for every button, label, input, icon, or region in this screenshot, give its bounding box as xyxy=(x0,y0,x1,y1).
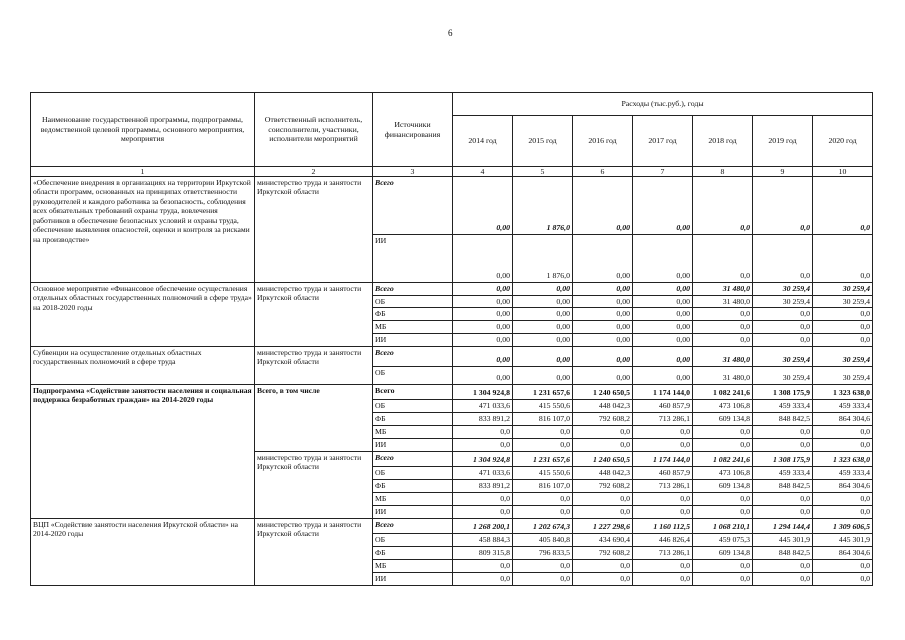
value-cell: 0,00 xyxy=(573,295,633,308)
value-cell: 792 608,2 xyxy=(573,412,633,425)
value-cell: 458 884,3 xyxy=(453,533,513,546)
value-cell: 0,0 xyxy=(813,438,873,451)
value-cell: 0,0 xyxy=(813,505,873,518)
value-cell: 473 106,8 xyxy=(693,399,753,412)
value-cell: 848 842,5 xyxy=(753,479,813,492)
source-cell: ИИ xyxy=(373,572,453,585)
column-number: 10 xyxy=(813,167,873,177)
value-cell: 864 304,6 xyxy=(813,546,873,559)
source-cell: ФБ xyxy=(373,308,453,321)
responsible-cell: Всего, в том числе xyxy=(255,384,373,451)
table-row xyxy=(31,283,873,296)
value-cell: 0,0 xyxy=(693,308,753,321)
value-cell: 0,00 xyxy=(573,366,633,384)
source-cell: ИИ xyxy=(373,505,453,518)
value-cell: 0,0 xyxy=(753,425,813,438)
value-cell: 0,0 xyxy=(633,438,693,451)
column-number: 2 xyxy=(255,167,373,177)
value-cell: 809 315,8 xyxy=(453,546,513,559)
value-cell: 30 259,4 xyxy=(813,283,873,296)
value-cell: 0,0 xyxy=(453,559,513,572)
value-cell: 0,0 xyxy=(813,321,873,334)
table-header xyxy=(31,93,873,177)
value-cell: 0,0 xyxy=(753,308,813,321)
value-cell: 0,0 xyxy=(693,177,753,235)
value-cell: 0,00 xyxy=(453,366,513,384)
value-cell: 1 082 241,6 xyxy=(693,451,753,466)
value-cell: 0,0 xyxy=(813,425,873,438)
value-cell: 415 550,6 xyxy=(513,399,573,412)
responsible-cell: министерство труда и занятости Иркутской области xyxy=(255,451,373,518)
value-cell: 0,00 xyxy=(453,346,513,366)
value-cell: 0,0 xyxy=(573,505,633,518)
value-cell: 833 891,2 xyxy=(453,479,513,492)
source-cell: МБ xyxy=(373,559,453,572)
value-cell: 0,00 xyxy=(633,308,693,321)
value-cell: 0,0 xyxy=(753,492,813,505)
value-cell: 0,0 xyxy=(573,492,633,505)
value-cell: 0,00 xyxy=(513,333,573,346)
value-cell: 473 106,8 xyxy=(693,466,753,479)
value-cell: 0,0 xyxy=(753,177,813,235)
value-cell: 0,0 xyxy=(753,438,813,451)
value-cell: 31 480,0 xyxy=(693,295,753,308)
source-cell: ИИ xyxy=(373,333,453,346)
value-cell: 0,0 xyxy=(453,425,513,438)
table-row xyxy=(31,518,873,533)
value-cell: 1 323 638,0 xyxy=(813,384,873,399)
value-cell: 0,00 xyxy=(453,235,513,283)
value-cell: 0,0 xyxy=(633,572,693,585)
value-cell: 0,00 xyxy=(453,321,513,334)
program-name-cell: Субвенции на осуществление отдельных областных государственных полномочий в сфере труда xyxy=(31,346,255,384)
value-cell: 0,00 xyxy=(633,321,693,334)
column-number: 8 xyxy=(693,167,753,177)
value-cell: 0,00 xyxy=(453,333,513,346)
value-cell: 471 033,6 xyxy=(453,466,513,479)
value-cell: 0,0 xyxy=(753,235,813,283)
value-cell: 0,0 xyxy=(753,559,813,572)
header-year: 2014 год xyxy=(453,116,513,167)
column-number: 3 xyxy=(373,167,453,177)
value-cell: 0,0 xyxy=(753,505,813,518)
value-cell: 0,0 xyxy=(513,572,573,585)
value-cell: 459 333,4 xyxy=(753,399,813,412)
program-name-cell: ВЦП «Содействие занятости населения Иркутской области» на 2014-2020 годы xyxy=(31,518,255,585)
value-cell: 1 160 112,5 xyxy=(633,518,693,533)
value-cell: 0,0 xyxy=(813,492,873,505)
value-cell: 0,0 xyxy=(633,425,693,438)
value-cell: 1 231 657,6 xyxy=(513,451,573,466)
value-cell: 0,0 xyxy=(753,333,813,346)
value-cell: 816 107,0 xyxy=(513,412,573,425)
value-cell: 459 333,4 xyxy=(753,466,813,479)
source-cell: ОБ xyxy=(373,295,453,308)
value-cell: 1 308 175,9 xyxy=(753,384,813,399)
table-row xyxy=(31,177,873,235)
program-name-cell: Основное мероприятие «Финансовое обеспечение осуществления отдельных областных государственных полномочий в сфере труда» на 2018-2020 годы xyxy=(31,283,255,347)
header-responsible: Ответственный исполнитель, соисполнители, участники, исполнители мероприятий xyxy=(255,93,373,167)
value-cell: 30 259,4 xyxy=(813,295,873,308)
value-cell: 713 286,1 xyxy=(633,412,693,425)
value-cell: 1 174 144,0 xyxy=(633,384,693,399)
value-cell: 415 550,6 xyxy=(513,466,573,479)
value-cell: 1 082 241,6 xyxy=(693,384,753,399)
value-cell: 0,0 xyxy=(693,235,753,283)
value-cell: 1 323 638,0 xyxy=(813,451,873,466)
value-cell: 833 891,2 xyxy=(453,412,513,425)
value-cell: 0,00 xyxy=(513,295,573,308)
header-year: 2015 год xyxy=(513,116,573,167)
source-cell: Всего xyxy=(373,451,453,466)
source-cell: ОБ xyxy=(373,466,453,479)
header-year: 2020 год xyxy=(813,116,873,167)
value-cell: 609 134,8 xyxy=(693,479,753,492)
value-cell: 0,0 xyxy=(813,308,873,321)
value-cell: 0,0 xyxy=(693,321,753,334)
value-cell: 0,0 xyxy=(693,425,753,438)
value-cell: 0,00 xyxy=(573,235,633,283)
value-cell: 0,00 xyxy=(573,333,633,346)
value-cell: 460 857,9 xyxy=(633,399,693,412)
responsible-cell: министерство труда и занятости Иркутской области xyxy=(255,346,373,384)
value-cell: 848 842,5 xyxy=(753,546,813,559)
value-cell: 446 826,4 xyxy=(633,533,693,546)
value-cell: 0,0 xyxy=(453,492,513,505)
value-cell: 0,0 xyxy=(693,559,753,572)
source-cell: МБ xyxy=(373,492,453,505)
value-cell: 1 304 924,8 xyxy=(453,384,513,399)
column-number: 6 xyxy=(573,167,633,177)
value-cell: 0,0 xyxy=(813,572,873,585)
value-cell: 0,00 xyxy=(573,346,633,366)
column-number: 1 xyxy=(31,167,255,177)
value-cell: 1 268 200,1 xyxy=(453,518,513,533)
value-cell: 0,00 xyxy=(513,283,573,296)
value-cell: 459 333,4 xyxy=(813,399,873,412)
value-cell: 0,00 xyxy=(453,295,513,308)
value-cell: 1 240 650,5 xyxy=(573,451,633,466)
value-cell: 0,00 xyxy=(633,333,693,346)
value-cell: 0,00 xyxy=(633,366,693,384)
value-cell: 0,0 xyxy=(573,559,633,572)
value-cell: 30 259,4 xyxy=(753,366,813,384)
value-cell: 713 286,1 xyxy=(633,546,693,559)
value-cell: 1 304 924,8 xyxy=(453,451,513,466)
source-cell: Всего xyxy=(373,283,453,296)
value-cell: 0,00 xyxy=(513,308,573,321)
value-cell: 448 042,3 xyxy=(573,466,633,479)
value-cell: 445 301,9 xyxy=(813,533,873,546)
value-cell: 0,00 xyxy=(453,283,513,296)
value-cell: 471 033,6 xyxy=(453,399,513,412)
column-number: 4 xyxy=(453,167,513,177)
value-cell: 30 259,4 xyxy=(753,346,813,366)
source-cell: ФБ xyxy=(373,546,453,559)
value-cell: 1 294 144,4 xyxy=(753,518,813,533)
value-cell: 0,0 xyxy=(633,492,693,505)
value-cell: 0,0 xyxy=(753,572,813,585)
value-cell: 0,0 xyxy=(513,438,573,451)
value-cell: 792 608,2 xyxy=(573,546,633,559)
value-cell: 0,0 xyxy=(693,492,753,505)
value-cell: 0,00 xyxy=(573,177,633,235)
source-cell: ФБ xyxy=(373,412,453,425)
value-cell: 0,0 xyxy=(633,559,693,572)
header-year: 2019 год xyxy=(753,116,813,167)
value-cell: 1 240 650,5 xyxy=(573,384,633,399)
value-cell: 0,0 xyxy=(813,235,873,283)
value-cell: 0,0 xyxy=(813,333,873,346)
value-cell: 1 876,0 xyxy=(513,177,573,235)
column-number: 7 xyxy=(633,167,693,177)
header-name: Наименование государственной программы, подпрограммы, ведомственной целевой программы, основного мероприятия, мероприятия xyxy=(31,93,255,167)
column-number: 9 xyxy=(753,167,813,177)
value-cell: 31 480,0 xyxy=(693,283,753,296)
value-cell: 848 842,5 xyxy=(753,412,813,425)
source-cell: ФБ xyxy=(373,479,453,492)
value-cell: 0,0 xyxy=(693,438,753,451)
value-cell: 0,0 xyxy=(513,492,573,505)
value-cell: 405 840,8 xyxy=(513,533,573,546)
value-cell: 0,0 xyxy=(813,177,873,235)
responsible-cell: министерство труда и занятости Иркутской области xyxy=(255,283,373,347)
source-cell: ОБ xyxy=(373,399,453,412)
source-cell: Всего xyxy=(373,177,453,235)
value-cell: 792 608,2 xyxy=(573,479,633,492)
value-cell: 0,00 xyxy=(573,308,633,321)
source-cell: ОБ xyxy=(373,533,453,546)
value-cell: 1 174 144,0 xyxy=(633,451,693,466)
value-cell: 0,0 xyxy=(693,333,753,346)
value-cell: 816 107,0 xyxy=(513,479,573,492)
value-cell: 0,00 xyxy=(633,235,693,283)
program-name-cell: «Обеспечение внедрения в организациях на территории Иркутской области программ, основанных на принципах ответственности руководителей и каждого работника за безопасность, соблюдения всех обязательных требований охраны труда, вовлечения работников в обеспечение безопасных условий и охраны труда, обеспечение выявления опасностей, оценки и контроля за рисками на производстве» xyxy=(31,177,255,283)
value-cell: 0,0 xyxy=(513,425,573,438)
value-cell: 0,0 xyxy=(513,505,573,518)
value-cell: 1 309 606,5 xyxy=(813,518,873,533)
source-cell: Всего xyxy=(373,346,453,366)
header-year: 2017 год xyxy=(633,116,693,167)
value-cell: 448 042,3 xyxy=(573,399,633,412)
value-cell: 460 857,9 xyxy=(633,466,693,479)
source-cell: Всего xyxy=(373,518,453,533)
value-cell: 459 333,4 xyxy=(813,466,873,479)
value-cell: 609 134,8 xyxy=(693,412,753,425)
value-cell: 30 259,4 xyxy=(753,283,813,296)
value-cell: 1 227 298,6 xyxy=(573,518,633,533)
header-year: 2016 год xyxy=(573,116,633,167)
value-cell: 0,00 xyxy=(633,295,693,308)
value-cell: 864 304,6 xyxy=(813,479,873,492)
value-cell: 31 480,0 xyxy=(693,346,753,366)
value-cell: 0,0 xyxy=(693,572,753,585)
value-cell: 0,0 xyxy=(693,505,753,518)
value-cell: 0,00 xyxy=(573,283,633,296)
value-cell: 0,0 xyxy=(513,559,573,572)
responsible-cell: министерство труда и занятости Иркутской области xyxy=(255,518,373,585)
header-source: Источники финансирования xyxy=(373,93,453,167)
value-cell: 31 480,0 xyxy=(693,366,753,384)
value-cell: 434 690,4 xyxy=(573,533,633,546)
value-cell: 1 231 657,6 xyxy=(513,384,573,399)
column-number: 5 xyxy=(513,167,573,177)
source-cell: ИИ xyxy=(373,235,453,283)
table-row xyxy=(31,346,873,366)
value-cell: 0,0 xyxy=(633,505,693,518)
value-cell: 459 075,3 xyxy=(693,533,753,546)
value-cell: 445 301,9 xyxy=(753,533,813,546)
header-expenses: Расходы (тыс.руб.), годы xyxy=(453,93,873,116)
value-cell: 0,0 xyxy=(453,438,513,451)
value-cell: 0,00 xyxy=(513,346,573,366)
value-cell: 0,0 xyxy=(573,425,633,438)
value-cell: 0,0 xyxy=(573,572,633,585)
value-cell: 0,00 xyxy=(573,321,633,334)
table-row xyxy=(31,384,873,399)
value-cell: 796 833,5 xyxy=(513,546,573,559)
value-cell: 0,00 xyxy=(633,346,693,366)
value-cell: 609 134,8 xyxy=(693,546,753,559)
value-cell: 1 876,0 xyxy=(513,235,573,283)
source-cell: ИИ xyxy=(373,438,453,451)
source-cell: ОБ xyxy=(373,366,453,384)
value-cell: 1 308 175,9 xyxy=(753,451,813,466)
value-cell: 0,00 xyxy=(453,308,513,321)
source-cell: МБ xyxy=(373,321,453,334)
value-cell: 1 068 210,1 xyxy=(693,518,753,533)
table-body xyxy=(31,177,873,586)
value-cell: 864 304,6 xyxy=(813,412,873,425)
value-cell: 30 259,4 xyxy=(813,366,873,384)
page-number: 6 xyxy=(448,28,453,38)
responsible-cell: министерство труда и занятости Иркутской области xyxy=(255,177,373,283)
value-cell: 0,00 xyxy=(453,177,513,235)
value-cell: 1 202 674,3 xyxy=(513,518,573,533)
value-cell: 0,0 xyxy=(453,572,513,585)
source-cell: Всего xyxy=(373,384,453,399)
source-cell: МБ xyxy=(373,425,453,438)
value-cell: 0,0 xyxy=(573,438,633,451)
value-cell: 0,00 xyxy=(633,283,693,296)
value-cell: 30 259,4 xyxy=(753,295,813,308)
value-cell: 0,00 xyxy=(513,366,573,384)
value-cell: 713 286,1 xyxy=(633,479,693,492)
expenses-table xyxy=(30,92,873,586)
value-cell: 30 259,4 xyxy=(813,346,873,366)
program-name-cell: Подпрограмма «Содействие занятости населения и социальная поддержка безработных граждан» на 2014-2020 годы xyxy=(31,384,255,518)
value-cell: 0,0 xyxy=(453,505,513,518)
header-year: 2018 год xyxy=(693,116,753,167)
value-cell: 0,0 xyxy=(753,321,813,334)
value-cell: 0,00 xyxy=(513,321,573,334)
value-cell: 0,00 xyxy=(633,177,693,235)
value-cell: 0,0 xyxy=(813,559,873,572)
